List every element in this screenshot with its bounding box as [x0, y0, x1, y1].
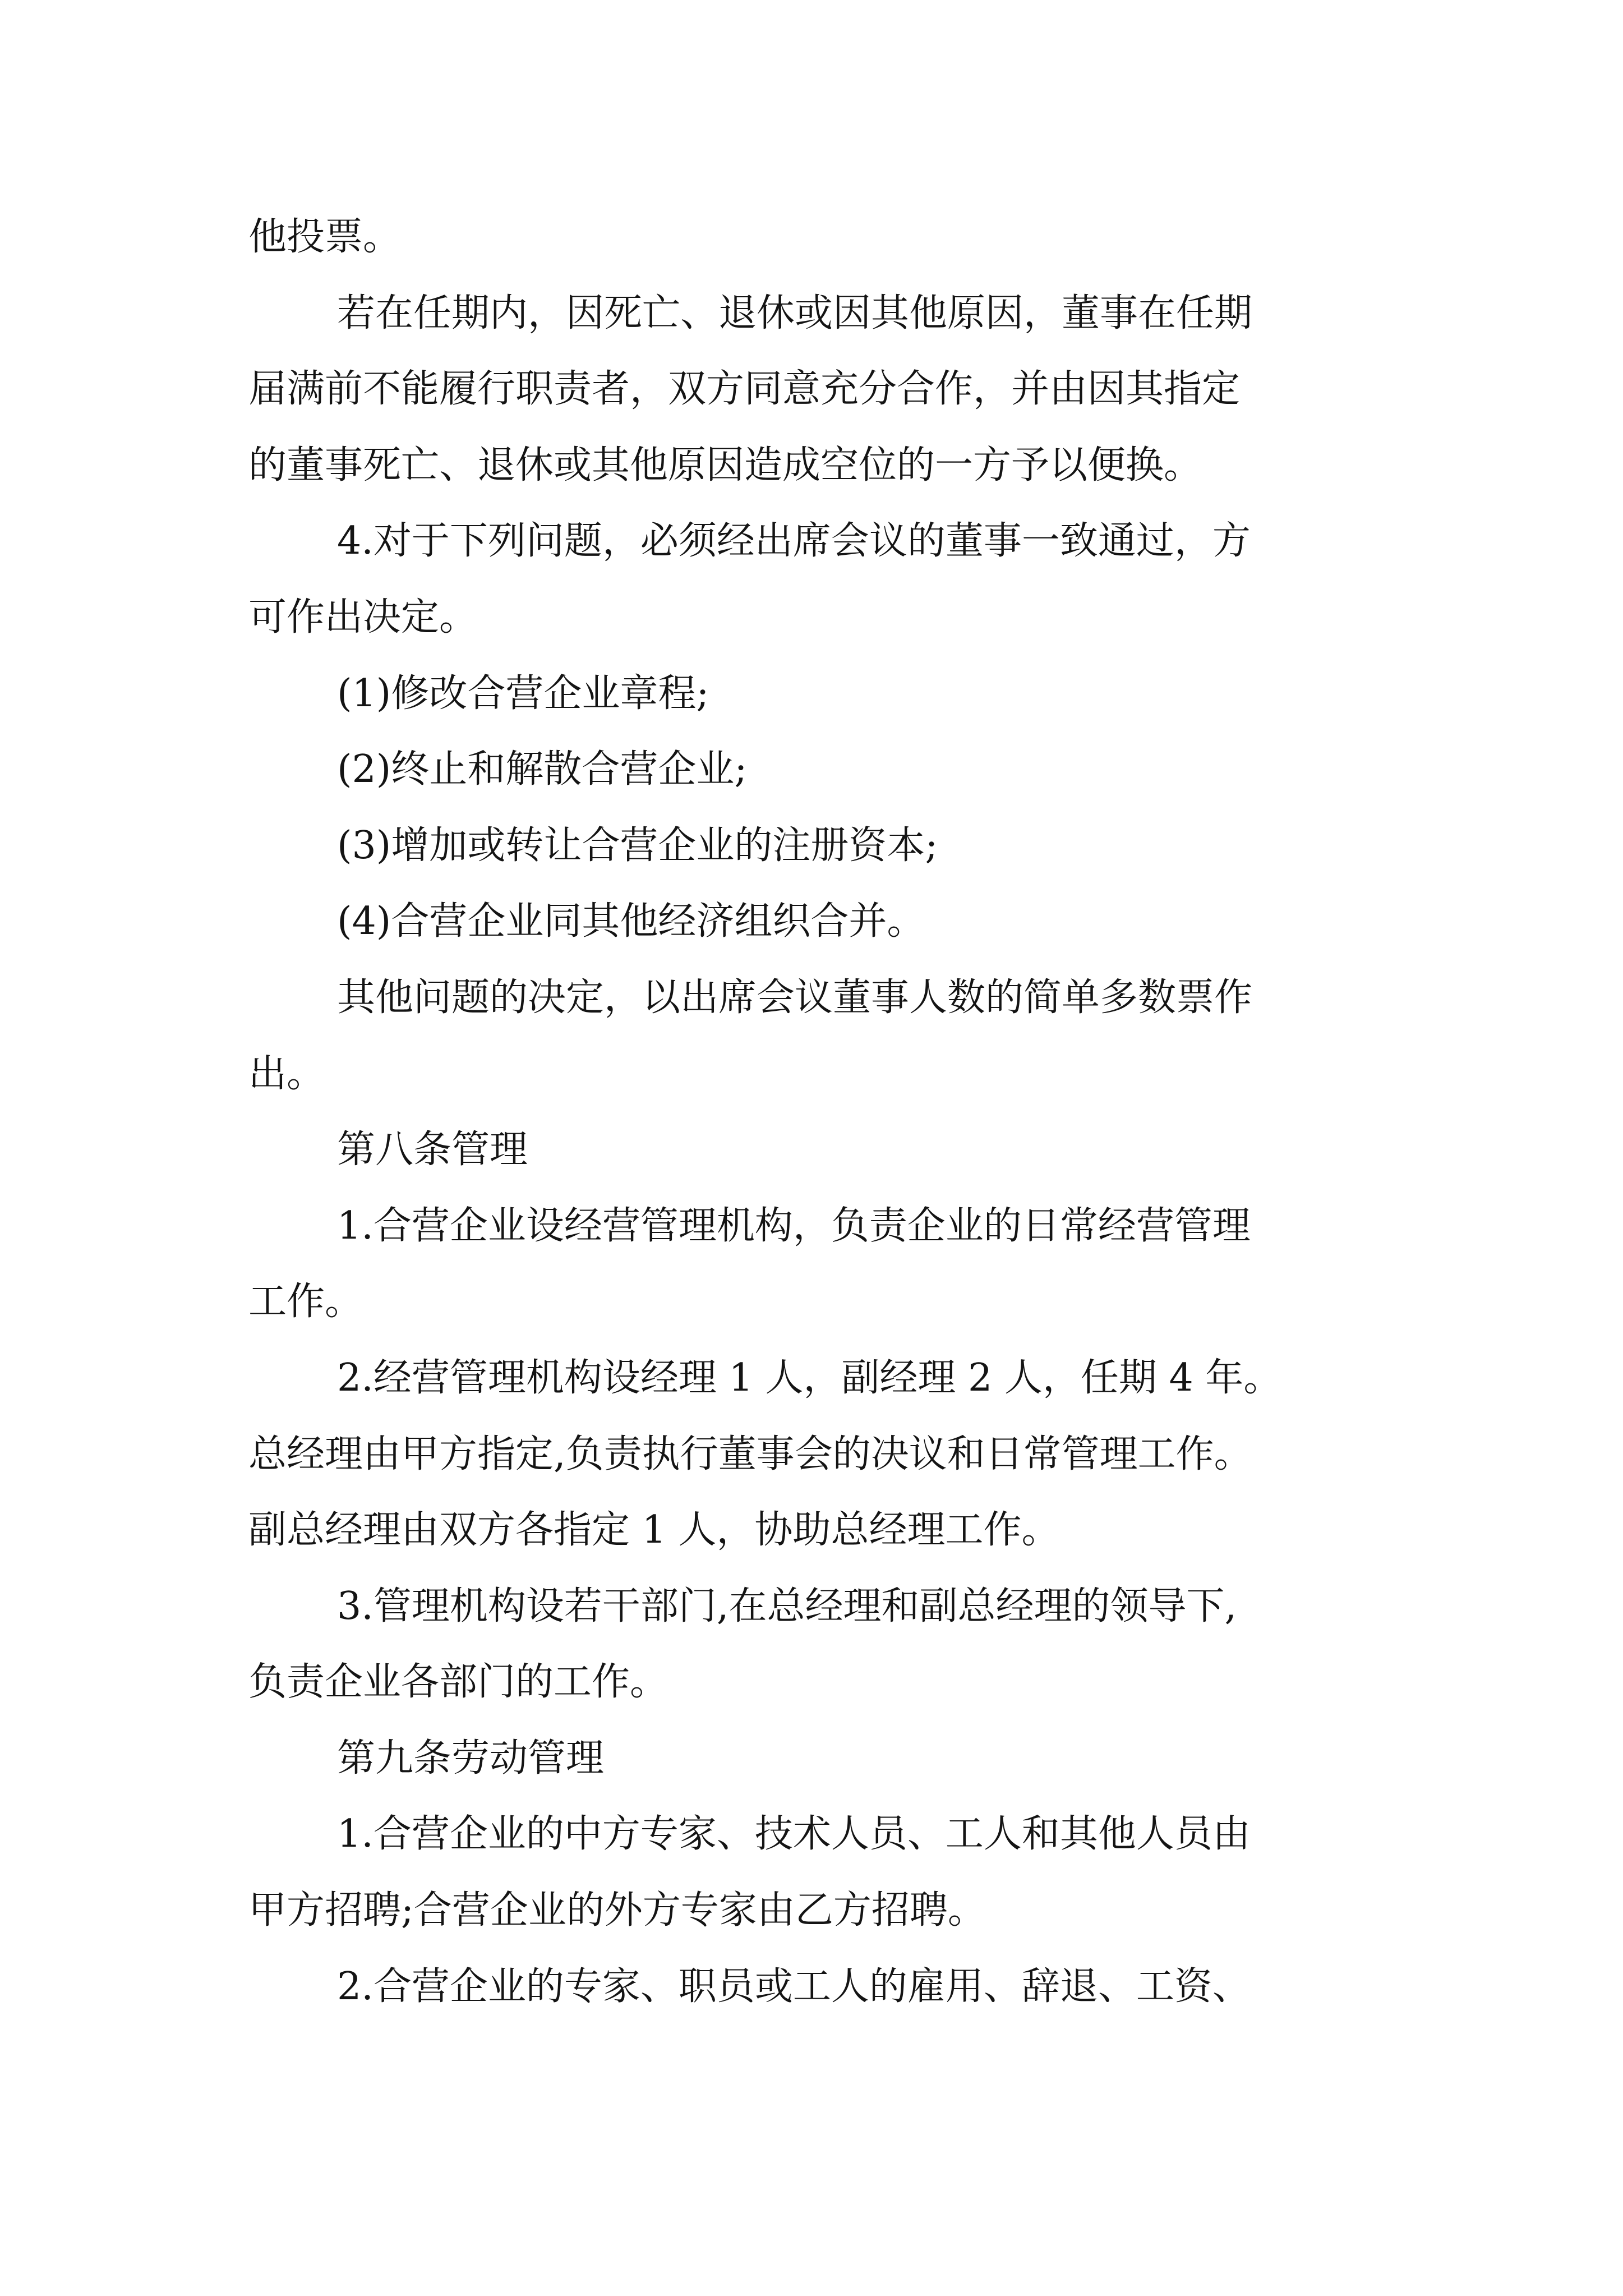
- sub-item-2: (2)终止和解散合营企业;: [337, 747, 748, 792]
- article-9-item-1-first-line: 1.合营企业的中方专家、技术人员、工人和其他人员由: [337, 1812, 1251, 1857]
- paragraph-vacancy-first-line: 若在任期内，因死亡、退休或因其他原因，董事在任期: [337, 291, 1253, 335]
- text-line: 工作。: [248, 1280, 363, 1324]
- document-body: [248, 199, 1381, 2024]
- sub-item-4: (4)合营企业同其他经济组织合并。: [337, 899, 925, 944]
- article-9-item-2-first-line: 2.合营企业的专家、职员或工人的雇用、辞退、工资、: [337, 1964, 1251, 2009]
- article-8-item-1-first-line: 1.合营企业设经营管理机构，负责企业的日常经营管理: [337, 1203, 1251, 1248]
- article-8-item-3-first-line: 3.管理机构设若干部门,在总经理和副总经理的领导下,: [337, 1584, 1237, 1628]
- sub-item-3: (3)增加或转让合营企业的注册资本;: [337, 823, 938, 868]
- text-line: 届满前不能履行职责者，双方同意充分合作，并由因其指定: [248, 367, 1241, 412]
- text-line: 甲方招聘;合营企业的外方专家由乙方招聘。: [248, 1888, 986, 1933]
- text-line: 副总经理由双方各指定 1 人，协助总经理工作。: [248, 1508, 1060, 1553]
- text-line: 可作出决定。: [248, 595, 478, 639]
- article-8-item-2-first-line: 2.经营管理机构设经理 1 人，副经理 2 人，任期 4 年。: [337, 1355, 1282, 1400]
- article-9-heading: 第九条劳动管理: [337, 1736, 605, 1780]
- article-8-heading: 第八条管理: [337, 1128, 528, 1172]
- text-line: 负责企业各部门的工作。: [248, 1660, 668, 1705]
- paragraph-other-decisions-first-line: 其他问题的决定，以出席会议董事人数的简单多数票作: [337, 975, 1253, 1020]
- text-line: 总经理由甲方指定,负责执行董事会的决议和日常管理工作。: [248, 1432, 1252, 1476]
- text-line: 出。: [248, 1051, 325, 1096]
- sub-item-1: (1)修改合营企业章程;: [337, 671, 709, 716]
- text-line: 的董事死亡、退休或其他原因造成空位的一方予以便换。: [248, 443, 1202, 487]
- item-4-first-line: 4.对于下列问题，必须经出席会议的董事一致通过，方: [337, 519, 1251, 564]
- text-line-continuation: 他投票。: [248, 215, 402, 259]
